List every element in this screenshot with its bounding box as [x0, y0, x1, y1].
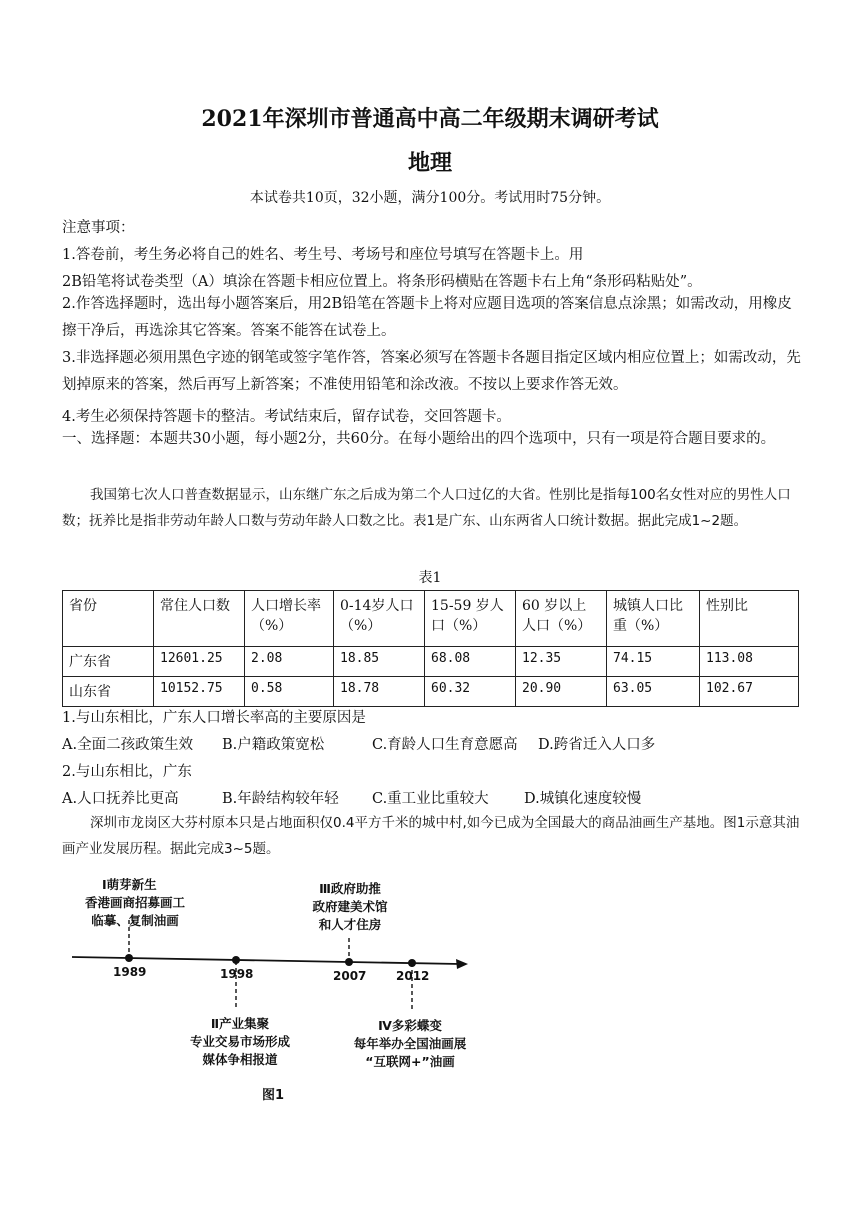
section-heading: 一、选择题：本题共30小题，每小题2分，共60分。在每小题给出的四个选项中，只有一项是符合题目要求的。 [62, 431, 776, 447]
table-header-cell: 0-14岁人口（%） [334, 591, 425, 647]
stage-1-line-2: 临摹、复制油画 [91, 913, 179, 928]
figure-caption: 图1 [262, 1088, 285, 1103]
stage-3-title: Ⅲ政府助推 [319, 881, 381, 896]
question-2-option-a: A.人口抚养比更高 [62, 791, 179, 807]
table-cell: 0.58 [245, 677, 334, 707]
question-2-stem: 2.与山东相比，广东 [62, 764, 192, 780]
stage-1-line-1: 香港画商招募画工 [84, 895, 185, 910]
table-cell: 2.08 [245, 647, 334, 677]
table-cell: 山东省 [63, 677, 154, 707]
stage-3-year: 2007 [333, 969, 367, 983]
stage-4-year: 2012 [396, 969, 430, 983]
passage-1: 我国第七次人口普查数据显示，山东继广东之后成为第二个人口过亿的大省。性别比是指每100名女性对应的男性人口数；抚养比是指非劳动年龄人口数与劳动年龄人口数之比。表1是广东、山东两省人口统计数据。据此完成1~2题。 [62, 487, 791, 529]
passage-2: 深圳市龙岗区大芬村原本只是占地面积仅0.4平方千米的城中村,如今已成为全国最大的商品油画生产基地。图1示意其油画产业发展历程。据此完成3~5题。 [62, 815, 800, 857]
question-2-option-b: B.年龄结构较年轻 [222, 791, 339, 807]
timeline-arrow [456, 959, 468, 969]
exam-info: 本试卷共10页，32小题，满分100分。考试用时75分钟。 [249, 190, 611, 206]
stage-4-title: Ⅳ多彩蝶变 [378, 1018, 442, 1033]
table-cell: 12.35 [516, 647, 607, 677]
table-header-cell: 15-59 岁人口（%） [425, 591, 516, 647]
table-caption: 表1 [418, 570, 442, 586]
table-cell: 18.78 [334, 677, 425, 707]
stage-2-title: Ⅱ产业集聚 [210, 1016, 270, 1031]
note-4: 4.考生必须保持答题卡的整洁。考试结束后，留存试卷，交回答题卡。 [62, 409, 511, 425]
table-cell: 63.05 [607, 677, 700, 707]
note-1a: 1.答卷前，考生务必将自己的姓名、考生号、考场号和座位号填写在答题卡上。用 [62, 247, 584, 263]
table-header-cell: 城镇人口比重（%） [607, 591, 700, 647]
stage-2-line-2: 媒体争相报道 [202, 1052, 278, 1067]
table-cell: 18.85 [334, 647, 425, 677]
note-2: 2.作答选择题时，选出每小题答案后，用2B铅笔在答题卡上将对应题目选项的答案信息点涂黑；如需改动，用橡皮擦干净后，再选涂其它答案。答案不能答在试卷上。 [62, 296, 792, 339]
stage-3-line-1: 政府建美术馆 [312, 899, 388, 914]
stage-1-dot [125, 954, 133, 962]
question-1-stem: 1.与山东相比，广东人口增长率高的主要原因是 [62, 710, 366, 726]
table-cell: 10152.75 [154, 677, 245, 707]
exam-title: 2021年深圳市普通高中高二年级期末调研考试 [201, 106, 659, 132]
table-header-cell: 60 岁以上人口（%） [516, 591, 607, 647]
stage-1-year: 1989 [113, 965, 147, 979]
population-table [62, 590, 799, 707]
table-cell: 68.08 [425, 647, 516, 677]
stage-2-year: 1998 [220, 967, 254, 981]
table-row [63, 647, 799, 677]
table-cell: 102.67 [700, 677, 799, 707]
stage-4-line-2: “互联网+”油画 [365, 1054, 455, 1069]
table-header-cell: 人口增长率（%） [245, 591, 334, 647]
stage-1-title: Ⅰ萌芽新生 [102, 877, 157, 892]
note-1b: 2B铅笔将试卷类型（A）填涂在答题卡相应位置上。将条形码横贴在答题卡右上角“条形码粘贴处”。 [62, 274, 702, 290]
stage-2-dot [232, 956, 240, 964]
table-cell: 113.08 [700, 647, 799, 677]
stage-3-dot [345, 958, 353, 966]
table-cell: 20.90 [516, 677, 607, 707]
table-cell: 74.15 [607, 647, 700, 677]
notes-heading: 注意事项： [62, 220, 135, 236]
stage-2-line-1: 专业交易市场形成 [189, 1034, 290, 1049]
table-cell: 12601.25 [154, 647, 245, 677]
table-cell: 广东省 [63, 647, 154, 677]
note-3: 3.非选择题必须用黑色字迹的钢笔或签字笔作答，答案必须写在答题卡各题目指定区域内相应位置上；如需改动，先划掉原来的答案，然后再写上新答案；不准使用铅笔和涂改液。不按以上要求作答无效。 [62, 350, 801, 393]
stage-4-dot [408, 959, 416, 967]
question-1-option-c: C.育龄人口生育意愿高 [372, 737, 518, 753]
table-header-cell: 常住人口数 [154, 591, 245, 647]
table-header-row [63, 591, 799, 647]
stage-2-label [170, 1015, 310, 1069]
stage-4-label [340, 1017, 480, 1071]
question-1-option-d: D.跨省迁入人口多 [538, 737, 656, 753]
stage-3-line-2: 和人才住房 [318, 917, 382, 932]
stage-4-line-1: 每年举办全国油画展 [353, 1036, 467, 1051]
subject-title: 地理 [407, 150, 452, 176]
question-2-option-d: D.城镇化速度较慢 [524, 791, 642, 807]
stage-1-label [70, 876, 200, 930]
question-1-option-b: B.户籍政策宽松 [222, 737, 325, 753]
question-2-option-c: C.重工业比重较大 [372, 791, 489, 807]
table-cell: 60.32 [425, 677, 516, 707]
table-header-cell: 省份 [63, 591, 154, 647]
table-row [63, 677, 799, 707]
question-1-option-a: A.全面二孩政策生效 [62, 737, 194, 753]
table-header-cell: 性别比 [700, 591, 799, 647]
stage-3-label [290, 880, 410, 934]
